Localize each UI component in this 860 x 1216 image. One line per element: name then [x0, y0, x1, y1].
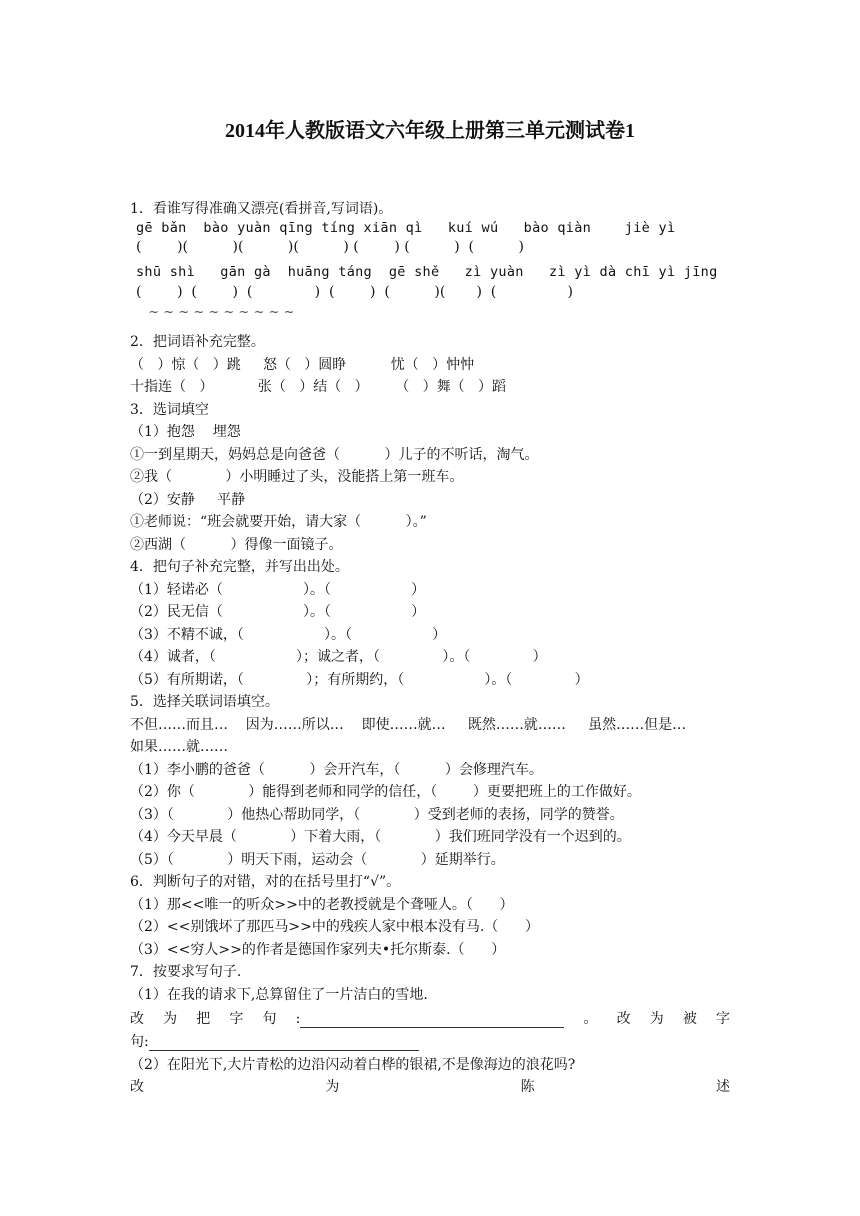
q3-group2-sentence1[interactable]: ①老师说：“班会就要开始，请大家（ ）。”: [130, 514, 427, 530]
q7-chenshu-line: [130, 1078, 730, 1096]
bei-char-3: 被: [682, 1011, 697, 1027]
q6-line2[interactable]: （2）<<别饿坏了那匹马>>中的残疾人家中根本没有马.（ ）: [130, 919, 539, 935]
ba-char-6: :: [295, 1011, 301, 1027]
q3-group2-sentence2[interactable]: ②西湖（ ）得像一面镜子。: [130, 537, 343, 553]
q4-line1[interactable]: （1）轻诺必（ ）。（ ）: [130, 582, 426, 598]
ju-label: 句:: [130, 1034, 149, 1050]
ba-char-2: 为: [163, 1011, 178, 1027]
period-mark: 。: [583, 1011, 598, 1027]
bei-char-4: 字: [715, 1011, 730, 1027]
q1-brackets-row2[interactable]: ( ) ( ) ( ) ( ) ( )( ) ( ): [136, 284, 573, 300]
q1-pinyin-row2: shū shì gān gà huāng táng gē shě zì yuàn zì yì dà chī yì jīng: [136, 264, 718, 280]
q4-line5[interactable]: （5）有所期诺，（ ）；有所期约，（ ）。（ ）: [130, 672, 589, 688]
q5-line5[interactable]: （5）（ ）明天下雨，运动会（ ）延期举行。: [130, 852, 505, 868]
q4-line2[interactable]: （2）民无信（ ）。（ ）: [130, 604, 426, 620]
chen-char-3: 陈: [520, 1079, 535, 1095]
chen-char-1: 改: [130, 1079, 144, 1095]
chen-char-4: 述: [715, 1079, 730, 1095]
ba-char-4: 字: [229, 1011, 244, 1027]
q5-line4[interactable]: （4）今天早晨（ ）下着大雨，（ ）我们班同学没有一个迟到的。: [130, 829, 631, 845]
q5-line3[interactable]: （3）（ ）他热心帮助同学，（ ）受到老师的表扬，同学的赞誉。: [130, 807, 624, 823]
q3-group1-sentence1[interactable]: ①一到星期天，妈妈总是向爸爸（ ）儿子的不听话，淘气。: [130, 447, 539, 463]
q3-group1-words: （1）抱怨 埋怨: [130, 424, 241, 440]
q1-pinyin-row1: gē bǎn bào yuàn qīng tíng xiān qì kuí wú bào qiàn jiè yì: [136, 220, 676, 236]
q1-heading: 1．看谁写得准确又漂亮(看拼音,写词语)。: [130, 201, 393, 217]
q4-line4[interactable]: （4）诚者，（ ）；诚之者，（ ）。（ ）: [130, 649, 547, 665]
chen-char-2: 为: [325, 1079, 340, 1095]
bei-char-1: 改: [616, 1011, 631, 1027]
q5-heading: 5．选择关联词语填空。: [130, 694, 279, 710]
q7-ba-bei-line: [130, 1010, 730, 1028]
q3-group1-sentence2[interactable]: ②我（ ）小明睡过了头，没能搭上第一班车。: [130, 469, 464, 485]
q1-cutoff-text: ~ ~ ~ ~ ~ ~ ~ ~ ~ ~: [140, 305, 295, 320]
q5-options-line1: 不但……而且… 因为……所以… 即使……就… 既然……就…… 虽然……但是…: [130, 717, 687, 733]
q2-heading: 2．把词语补充完整。: [130, 334, 265, 350]
q5-line2[interactable]: （2）你（ ）能得到老师和同学的信任，（ ）更要把班上的工作做好。: [130, 784, 641, 800]
q4-line3[interactable]: （3）不精不诚，（ ）。（ ）: [130, 627, 447, 643]
q3-heading: 3．选词填空: [130, 402, 209, 418]
q5-options-line2: 如果……就……: [130, 739, 228, 755]
ba-answer-blank[interactable]: [300, 1013, 564, 1028]
bei-char-2: 为: [649, 1011, 664, 1027]
q7-bei-continuation: [130, 1033, 419, 1051]
q1-brackets-row1[interactable]: ( )( )( )( ) ( ) ( ) ( ): [136, 239, 524, 255]
q7-sentence2: （2）在阳光下,大片青松的边沿闪动着白桦的银裙,不是像海边的浪花吗?: [130, 1057, 576, 1073]
q3-group2-words: （2）安静 平静: [130, 492, 246, 508]
ba-char-5: 句: [262, 1011, 277, 1027]
ba-char-3: 把: [196, 1011, 211, 1027]
bei-answer-blank[interactable]: [149, 1036, 419, 1051]
q6-heading: 6．判断句子的对错，对的在括号里打“√”。: [130, 874, 401, 890]
q4-heading: 4．把句子补充完整，并写出出处。: [130, 559, 349, 575]
q2-line2[interactable]: 十指连（ ） 张（ ）结（ ） （ ）舞（ ）蹈: [130, 379, 506, 395]
q7-heading: 7．按要求写句子.: [130, 964, 242, 980]
q6-line3[interactable]: （3）<<穷人>>的作者是德国作家列夫•托尔斯泰.（ ）: [130, 942, 506, 958]
ba-char-1: 改: [130, 1011, 144, 1027]
q2-line1[interactable]: （ ）惊（ ）跳 怒（ ）圆睁 忧（ ）忡忡: [130, 357, 475, 373]
page-title: 2014年人教版语文六年级上册第三单元测试卷1: [225, 120, 635, 142]
q7-sentence1: （1）在我的请求下,总算留住了一片洁白的雪地.: [130, 987, 428, 1003]
q6-line1[interactable]: （1）那<<唯一的听众>>中的老教授就是个聋哑人。（ ）: [130, 897, 514, 913]
q5-line1[interactable]: （1）李小鹏的爸爸（ ）会开汽车，（ ）会修理汽车。: [130, 762, 543, 778]
